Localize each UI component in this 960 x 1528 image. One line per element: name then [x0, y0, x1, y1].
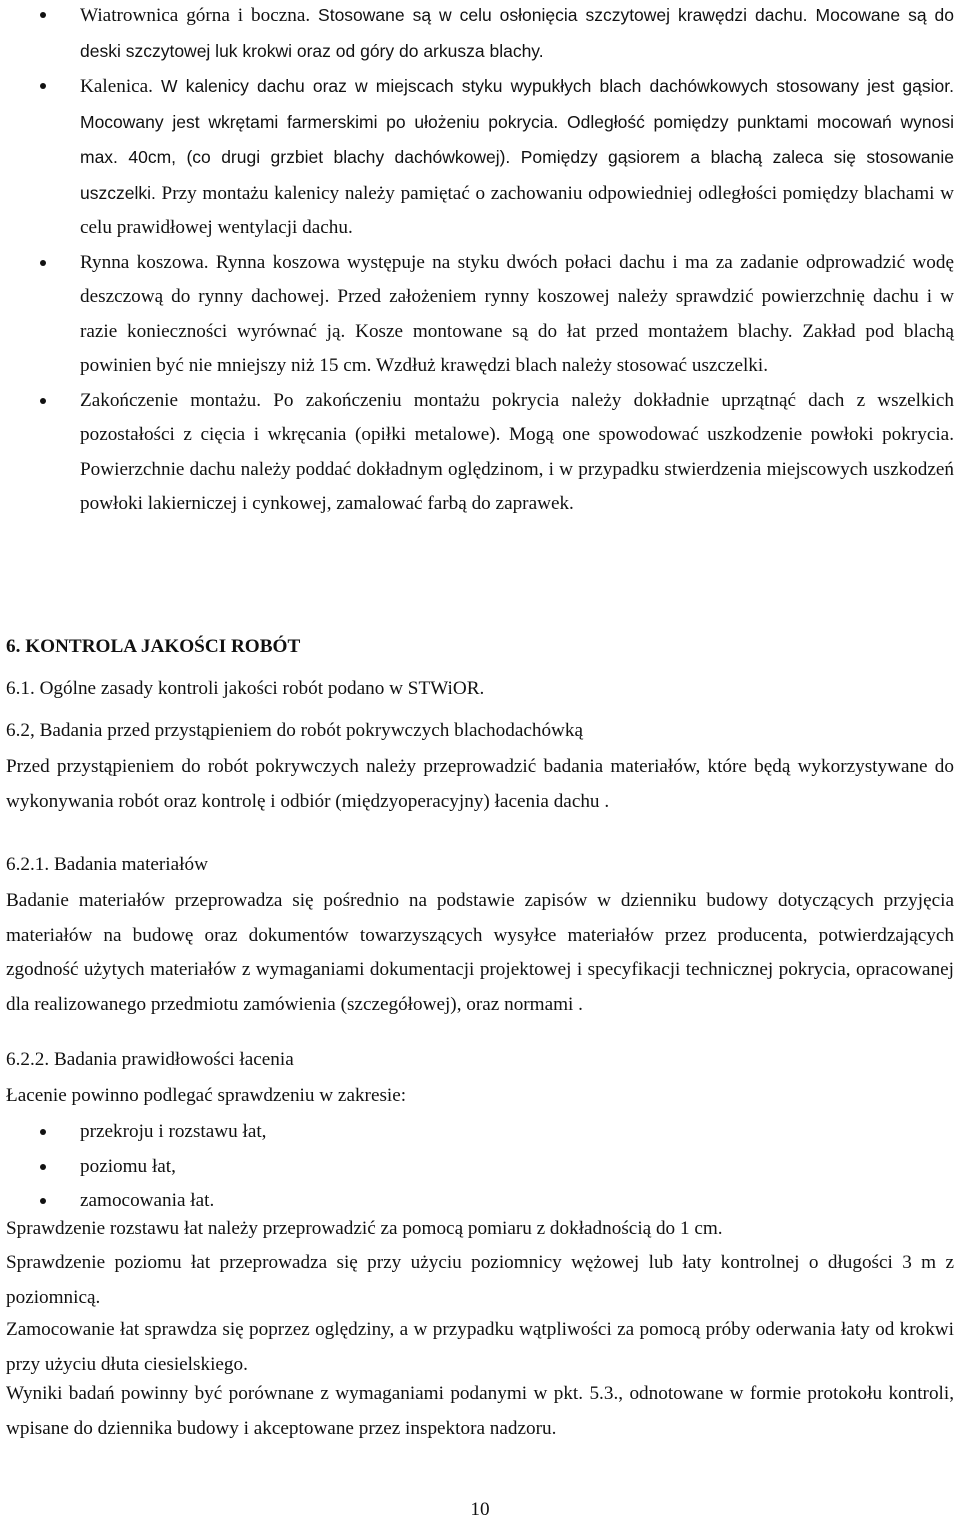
subsection-6-2-title: 6.2, Badania przed przystąpieniem do robót pokrywczych blachodachówką [6, 720, 584, 741]
subsection-6-2-1-title: 6.2.1. Badania materiałów [6, 854, 208, 875]
subsection-6-2-1-body: Badanie materiałów przeprowadza się pośrednio na podstawie zapisów w dzienniku budowy dotyczących przyjęcia materiałów na budowę oraz dokumentów towarzyszących wysyłce materiałów przez producenta, potwierdzających zgodność użytych materiałów z wymaganiami dokumentacji projektowej i specyfikacji technicznej pokrycia, opracowanej dla realizowanego przedmiotu zamówienia (szczegółowej), oraz normami . [6, 890, 954, 1015]
bullet-lead: Rynna koszowa. [80, 251, 209, 273]
paragraph-6-1: 6.1. Ogólne zasady kontroli jakości robót podano w STWiOR. [6, 678, 485, 699]
paragraph-results: Wyniki badań powinny być porównane z wymaganiami podanymi w pkt. 5.3., odnotowane w formie protokołu kontroli, wpisane do dziennika budowy i akceptowane przez inspektora nadzoru. [6, 1383, 954, 1439]
section-heading: 6. KONTROLA JAKOŚCI ROBÓT [6, 636, 301, 657]
bullet-body: Rynna koszowa występuje na styku dwóch połaci dachu i ma za zadanie odprowadzić wodę deszczową do rynny dachowej. Przed założeniem rynny koszowej należy sprawdzić powierzchnię dachu i w razie konieczności wyrównać ją. Kosze montowane są do łat przed montażem blachy. Zakład pod blachą powinien być nie mniejszy niż 15 cm. Wzdłuż krawędzi blach należy stosować uszczelki. [80, 251, 954, 376]
paragraph-spacing-check: Sprawdzenie rozstawu łat należy przeprowadzić za pomocą pomiaru z dokładnością do 1 cm. [6, 1218, 723, 1239]
bullet-tail: Przy montażu kalenicy należy pamiętać o zachowaniu odpowiedniej odległości pomiędzy blachami w celu prawidłowej wentylacji dachu. [80, 182, 955, 238]
bullet-body: Po zakończeniu montażu pokrycia należy dokładnie uprzątnąć dach z wszelkich pozostałości z cięcia i wkręcania (opiłki metalowe). Mogą one spowodować uszkodzenie powłoki pokrycia. Powierzchnie dachu należy poddać dokładnym oględzinom, i w przypadku stwierdzenia miejscowych uszkodzeń powłoki lakierniczej i cynkowej, zamalować farbą do zaprawek. [80, 389, 954, 514]
bullet-lead: Wiatrownica górna i boczna. [80, 5, 311, 26]
page-number: 10 [470, 1499, 490, 1520]
paragraph-level-check: Sprawdzenie poziomu łat przeprowadza się przy użyciu poziomnicy wężowej lub łaty kontrolnej o długości 3 m z poziomnicą. [6, 1252, 954, 1308]
list-item [0, 384, 960, 522]
list-item [0, 0, 960, 69]
list-item: poziomu łat, [0, 1150, 960, 1185]
installation-bullet-list [0, 0, 960, 522]
list-item [0, 69, 960, 246]
lathing-check-list [0, 1115, 960, 1219]
list-item [0, 246, 960, 384]
bullet-body: W kalenicy dachu oraz w miejscach styku wypukłych blach dachówkowych stosowany jest gąsior. Mocowany jest wkrętami farmerskimi po ułożeniu pokrycia. Odległość pomiędzy punktami mocowań wynosi max. 40cm, (co drugi grzbiet blachy dachówkowej). Pomiędzy gąsiorem a blachą zaleca się stosowanie uszczelki. [80, 76, 954, 203]
list-item: zamocowania łat. [0, 1184, 960, 1219]
subsection-6-2-body: Przed przystąpieniem do robót pokrywczych należy przeprowadzić badania materiałów, które będą wykorzystywane do wykonywania robót oraz kontrolę i odbiór (międzyoperacyjny) łacenia dachu . [6, 756, 954, 812]
paragraph-fixing-check: Zamocowanie łat sprawdza się poprzez oględziny, a w przypadku wątpliwości za pomocą próby oderwania łaty od krokwi przy użyciu dłuta ciesielskiego. [6, 1319, 954, 1375]
subsection-6-2-2-intro: Łacenie powinno podlegać sprawdzeniu w zakresie: [6, 1085, 407, 1106]
bullet-body: Stosowane są w celu osłonięcia szczytowej krawędzi dachu. Mocowane są do deski szczytowej luk krokwi oraz od góry do arkusza blachy. [80, 5, 954, 61]
list-item: przekroju i rozstawu łat, [0, 1115, 960, 1150]
subsection-6-2-2-title: 6.2.2. Badania prawidłowości łacenia [6, 1049, 294, 1070]
bullet-lead: Zakończenie montażu. [80, 389, 262, 411]
bullet-lead: Kalenica. [80, 76, 153, 97]
